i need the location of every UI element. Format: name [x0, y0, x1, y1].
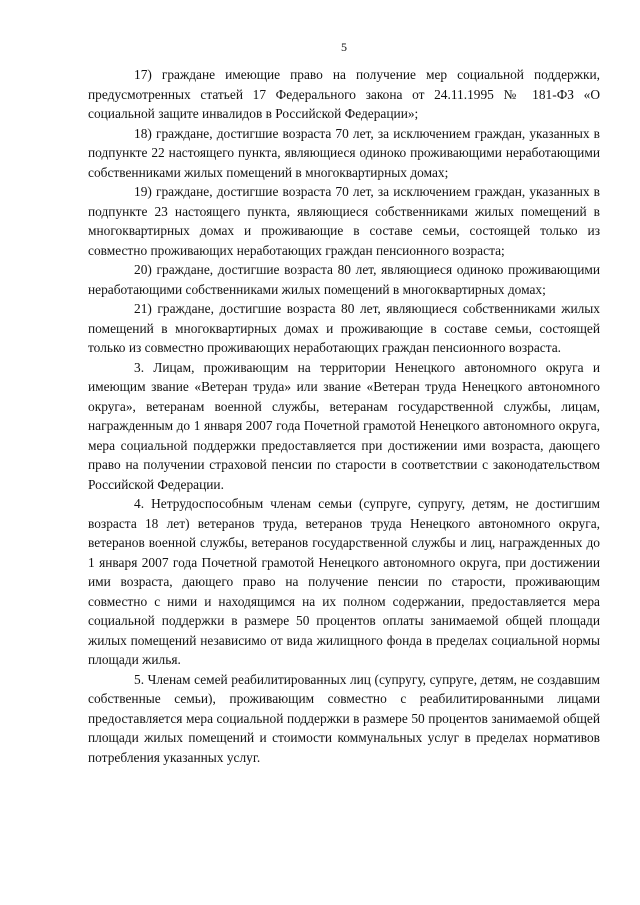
paragraph-20: 20) граждане, достигшие возраста 80 лет, являющиеся одиноко проживающими неработающими собственниками жилых помещений в многоквартирных домах;	[88, 262, 600, 297]
paragraph-18: 18) граждане, достигшие возраста 70 лет, за исключением граждан, указанных в подпункте 22 настоящего пункта, являющиеся одиноко проживающими неработающими собственниками жилых помещений в многоквартирных домах;	[88, 125, 600, 180]
paragraph-17: 17) граждане имеющие право на получение мер социальной поддержки, предусмотренных статьей 17 Федерального закона от 24.11.1995 № 181-ФЗ «О социальной защите инвалидов в Российской Федерации»;	[88, 67, 600, 121]
paragraph-3: 3. Лицам, проживающим на территории Ненецкого автономного округа и имеющим звание «Ветеран труда» или звание «Ветеран труда Ненецкого автономного округа», ветеранам военной службы, ветеранам государственной службы, лицам, награжденным до 1 января 2007 года Почетной грамотой Ненецкого автономного округа, мера социальной поддержки предоставляется при достижении ими возраста, дающего право на получении страховой пенсии по старости в соответствии с законодательством Российской Федерации.	[88, 359, 600, 492]
paragraph-5: 5. Членам семей реабилитированных лиц (супругу, супруге, детям, не создавшим собственные семьи), проживающим совместно с реабилитированными лицами предоставляется мера социальной поддержки в размере 50 процентов занимаемой общей площади жилых помещений и стоимости коммунальных услуг в пределах нормативов потребления указанных услуг.	[88, 671, 600, 765]
paragraph-19: 19) граждане, достигшие возраста 70 лет, за исключением граждан, указанных в подпункте 23 настоящего пункта, являющиеся собственниками жилых помещений в многоквартирных домах и проживающие в составе семьи, состоящей только из совместно проживающих неработающих граждан пенсионного возраста;	[88, 184, 600, 258]
paragraph-21: 21) граждане, достигшие возраста 80 лет, являющиеся собственниками жилых помещений в многоквартирных домах и проживающие в составе семьи, состоящей только из совместно проживающих неработающих граждан пенсионного возраста.	[88, 301, 600, 355]
paragraph-4: 4. Нетрудоспособным членам семьи (супруге, супругу, детям, не достигшим возраста 18 лет) ветеранов труда, ветеранов труда Ненецкого автономного округа, ветеранов военной службы, ветеранов государственной службы и лиц, награжденных до 1 января 2007 года Почетной грамотой Ненецкого автономного округа, при достижении ими возраста, дающего право на получение пенсии по старости, проживающим совместно с ними и находящимся на их полном содержании, предоставляется мера социальной поддержки в размере 50 процентов оплаты занимаемой общей площади жилых помещений независимо от вида жилищного фонда в пределах социальной нормы площади жилья.	[88, 496, 600, 667]
page-number: 5	[341, 40, 347, 54]
